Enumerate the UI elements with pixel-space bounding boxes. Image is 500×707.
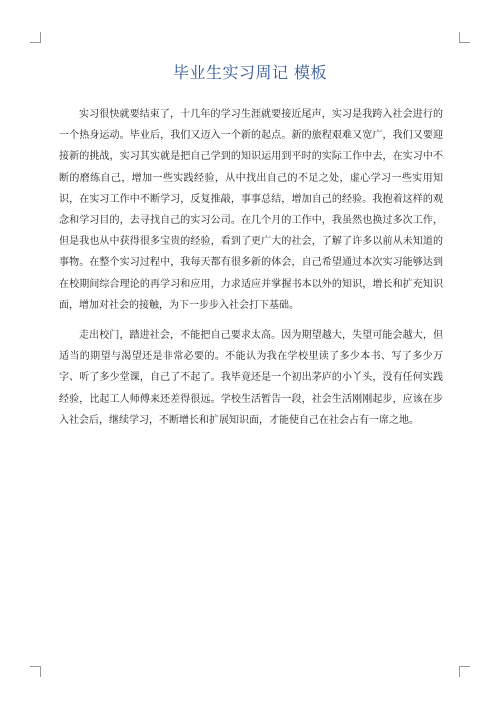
document-body: [59, 104, 443, 440]
page-corner-mark-bottom-right: [459, 666, 470, 677]
page-corner-mark-top-left: [30, 32, 41, 43]
body-paragraph-1: 实习很快就要结束了，十几年的学习生涯就要接近尾声，实习是我跨入社会进行的一个热身运动。毕业后，我们又迈入一个新的起点。新的旅程艰难又宽广，我们又要迎接新的挑战，实习其实就是把自己学到的知识运用到平时的实际工作中去，在实习中不断的磨练自己，增加一些实践经验，从中找出自己的不足之处，虚心学习一些实用知识，在实习工作中不断学习，反复推敲，事事总结，增加自己的经验。我抱着这样的观念和学习目的，去寻找自己的实习公司。在几个月的工作中，我虽然也换过多次工作，但是我也从中获得很多宝贵的经验，看到了更广大的社会，了解了许多以前从未知道的事物。在整个实习过程中，我每天都有很多新的体会，自己希望通过本次实习能够达到在校期间综合理论的再学习和应用，力求适应并掌握书本以外的知识，增长和扩充知识面，增加对社会的接触，为下一步步入社会打下基础。: [59, 109, 443, 311]
body-paragraph-2: 走出校门，踏进社会，不能把自己要求太高。因为期望越大，失望可能会越大，但适当的期望与渴望还是非常必要的。不能认为我在学校里读了多少本书、写了多少万字、听了多少堂课，自己了不起了。我毕竟还是一个初出茅庐的小丫头，没有任何实践经验，比起工人师傅来还差得很远。学校生活暂告一段，社会生活刚刚起步，应该在步入社会后，继续学习，不断增长和扩展知识面，才能使自己在社会占有一席之地。: [59, 330, 443, 426]
page-corner-mark-top-right: [459, 32, 470, 43]
page-corner-mark-bottom-left: [30, 666, 41, 677]
document-title: 毕业生实习周记 模板: [172, 63, 328, 82]
